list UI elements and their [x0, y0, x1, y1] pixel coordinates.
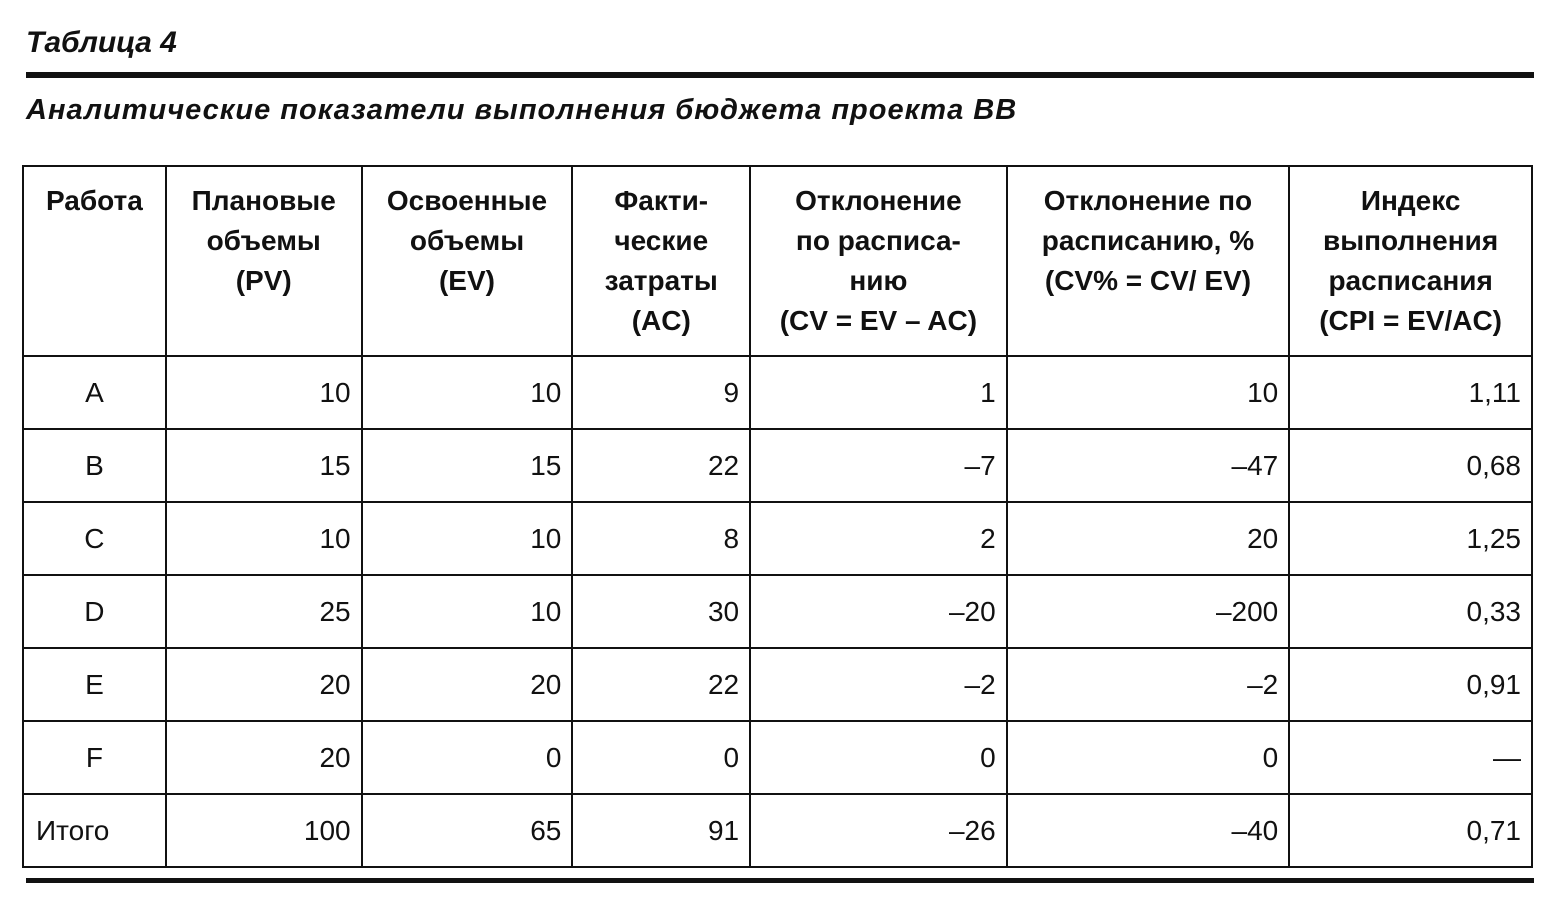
- cell-pv: 100: [166, 794, 362, 867]
- header-line: (CPI = EV/AC): [1319, 305, 1503, 336]
- budget-table: [22, 165, 1533, 868]
- header-cv: [750, 166, 1007, 356]
- header-line: (CV = EV – AC): [779, 305, 978, 336]
- header-line: ческие: [614, 225, 709, 256]
- cell-pv: 15: [166, 429, 362, 502]
- header-line: (CV% = CV/ EV): [1044, 265, 1252, 296]
- top-rule: [26, 72, 1534, 78]
- header-line: (PV): [235, 265, 292, 296]
- cell-ac: 0: [572, 721, 750, 794]
- cell-cv-percent: –47: [1007, 429, 1290, 502]
- cell-ev: 10: [362, 575, 573, 648]
- cell-work: C: [23, 502, 166, 575]
- header-row: [23, 166, 1532, 356]
- cell-cpi: —: [1289, 721, 1532, 794]
- cell-ac: 91: [572, 794, 750, 867]
- table-title: Аналитические показатели выполнения бюджета проекта ВВ: [26, 94, 1018, 126]
- cell-cv-percent: 10: [1007, 356, 1290, 429]
- cell-cv: 1: [750, 356, 1007, 429]
- cell-ev: 15: [362, 429, 573, 502]
- header-line: Факти-: [614, 185, 709, 216]
- cell-cpi: 0,91: [1289, 648, 1532, 721]
- header-cpi: [1289, 166, 1532, 356]
- cell-cv: 2: [750, 502, 1007, 575]
- cell-cv: –2: [750, 648, 1007, 721]
- cell-ac: 22: [572, 648, 750, 721]
- cell-ac: 30: [572, 575, 750, 648]
- header-work: [23, 166, 166, 356]
- cell-ev: 20: [362, 648, 573, 721]
- header-line: Плановые: [191, 185, 336, 216]
- cell-cv: –20: [750, 575, 1007, 648]
- table-row: [23, 356, 1532, 429]
- cell-cv: 0: [750, 721, 1007, 794]
- header-line: Отклонение по: [1043, 185, 1253, 216]
- header-cv-percent: [1007, 166, 1290, 356]
- cell-pv: 20: [166, 648, 362, 721]
- header-line: выполнения: [1323, 225, 1499, 256]
- cell-ev: 10: [362, 502, 573, 575]
- cell-pv: 20: [166, 721, 362, 794]
- cell-work: E: [23, 648, 166, 721]
- header-line: Индекс: [1360, 185, 1461, 216]
- cell-ac: 8: [572, 502, 750, 575]
- cell-work: B: [23, 429, 166, 502]
- cell-cv-percent: –40: [1007, 794, 1290, 867]
- cell-ac: 22: [572, 429, 750, 502]
- cell-pv: 10: [166, 356, 362, 429]
- cell-cpi: 0,71: [1289, 794, 1532, 867]
- header-line: затраты: [604, 265, 718, 296]
- cell-ev: 0: [362, 721, 573, 794]
- cell-cv-percent: –200: [1007, 575, 1290, 648]
- cell-cv-percent: 20: [1007, 502, 1290, 575]
- header-line: расписания: [1328, 265, 1493, 296]
- header-line: объемы: [206, 225, 321, 256]
- header-line: (AC): [631, 305, 691, 336]
- header-line: расписанию, %: [1041, 225, 1255, 256]
- cell-cv: –26: [750, 794, 1007, 867]
- header-line: Работа: [45, 185, 143, 216]
- cell-cpi: 1,25: [1289, 502, 1532, 575]
- cell-work: D: [23, 575, 166, 648]
- table-row: [23, 502, 1532, 575]
- header-pv: [166, 166, 362, 356]
- cell-cpi: 1,11: [1289, 356, 1532, 429]
- table-caption: Таблица 4: [26, 26, 177, 59]
- table-row: [23, 648, 1532, 721]
- cell-work: F: [23, 721, 166, 794]
- table-row: [23, 575, 1532, 648]
- total-row: [23, 794, 1532, 867]
- header-line: Освоенные: [386, 185, 548, 216]
- table-row: [23, 721, 1532, 794]
- header-line: Отклонение: [795, 185, 962, 216]
- header-line: (EV): [438, 265, 495, 296]
- cell-ev: 65: [362, 794, 573, 867]
- cell-cv-percent: –2: [1007, 648, 1290, 721]
- header-line: по расписа-: [795, 225, 961, 256]
- cell-cpi: 0,68: [1289, 429, 1532, 502]
- cell-work: A: [23, 356, 166, 429]
- cell-cv: –7: [750, 429, 1007, 502]
- table-row: [23, 429, 1532, 502]
- cell-ac: 9: [572, 356, 750, 429]
- header-ac: [572, 166, 750, 356]
- cell-work: Итого: [23, 794, 166, 867]
- cell-ev: 10: [362, 356, 573, 429]
- cell-pv: 25: [166, 575, 362, 648]
- bottom-rule: [26, 878, 1534, 883]
- cell-pv: 10: [166, 502, 362, 575]
- cell-cpi: 0,33: [1289, 575, 1532, 648]
- header-line: объемы: [409, 225, 525, 256]
- cell-cv-percent: 0: [1007, 721, 1290, 794]
- header-ev: [362, 166, 573, 356]
- header-line: нию: [849, 265, 908, 296]
